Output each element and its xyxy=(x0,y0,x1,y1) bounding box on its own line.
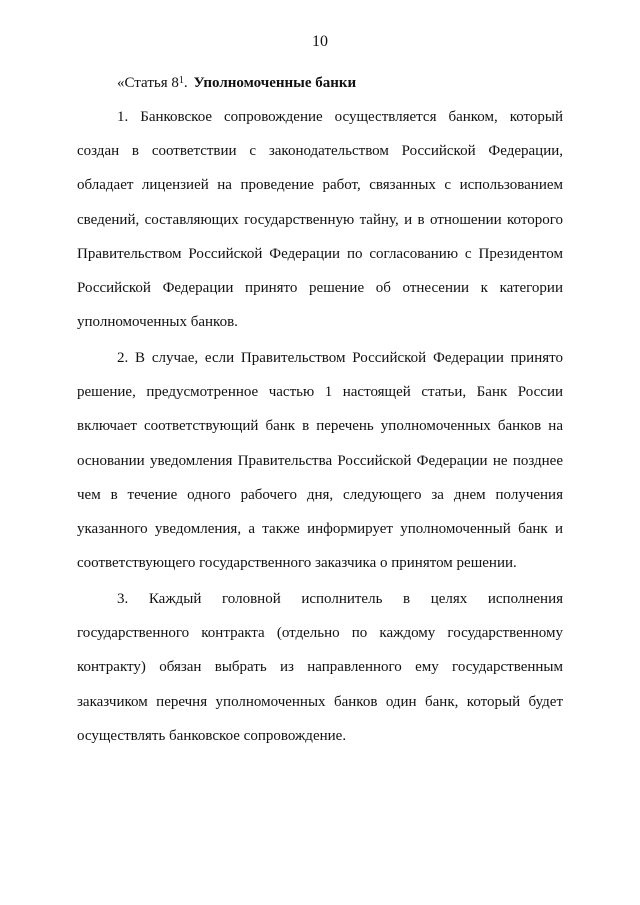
article-superscript: 1 xyxy=(178,75,184,86)
paragraph-line: заказчиком перечня уполномоченных банков один банк, который будет xyxy=(77,693,563,710)
paragraph-line: 2. В случае, если Правительством Российской Федерации принято xyxy=(117,350,563,366)
paragraph-line: уполномоченных банков. xyxy=(77,314,238,331)
paragraph-line: сведений, составляющих государственную тайну, и в отношении которого xyxy=(77,211,563,228)
paragraph-line: Российской Федерации принято решение об отнесении к категории xyxy=(77,279,563,296)
paragraph-line: осуществлять банковское сопровождение. xyxy=(77,727,347,744)
article-heading xyxy=(117,73,356,93)
article-title: Уполномоченные банки xyxy=(193,75,357,91)
article-number-suffix: . xyxy=(183,75,188,91)
paragraph-line: указанного уведомления, а также информирует уполномоченный банк и xyxy=(77,520,563,537)
paragraph-1 xyxy=(77,100,563,339)
paragraph-line: контракту) обязан выбрать из направленного ему государственным xyxy=(77,659,563,676)
paragraph-line: включает соответствующий банк в перечень уполномоченных банков на xyxy=(77,418,563,435)
paragraph-line: чем в течение одного рабочего дня, следующего за днем получения xyxy=(77,486,563,503)
article-number: «Статья 8 xyxy=(117,75,179,91)
paragraph-line: Правительством Российской Федерации по согласованию с Президентом xyxy=(77,245,563,262)
paragraph-line: обладает лицензией на проведение работ, связанных с использованием xyxy=(77,177,563,194)
paragraph-line: основании уведомления Правительства Российской Федерации не позднее xyxy=(77,452,563,469)
paragraph-2 xyxy=(77,341,563,580)
paragraph-line: 3. Каждый головной исполнитель в целях исполнения xyxy=(117,591,563,607)
paragraph-line: создан в соответствии с законодательством Российской Федерации, xyxy=(77,143,563,160)
paragraph-line: соответствующего государственного заказчика о принятом решении. xyxy=(77,555,517,572)
paragraph-line: государственного контракта (отдельно по каждому государственному xyxy=(77,625,563,642)
paragraph-line: решение, предусмотренное частью 1 настоящей статьи, Банк России xyxy=(77,384,563,401)
paragraph-3 xyxy=(77,582,563,753)
page-number: 10 xyxy=(312,33,328,50)
paragraph-line: 1. Банковское сопровождение осуществляется банком, который xyxy=(117,109,563,125)
